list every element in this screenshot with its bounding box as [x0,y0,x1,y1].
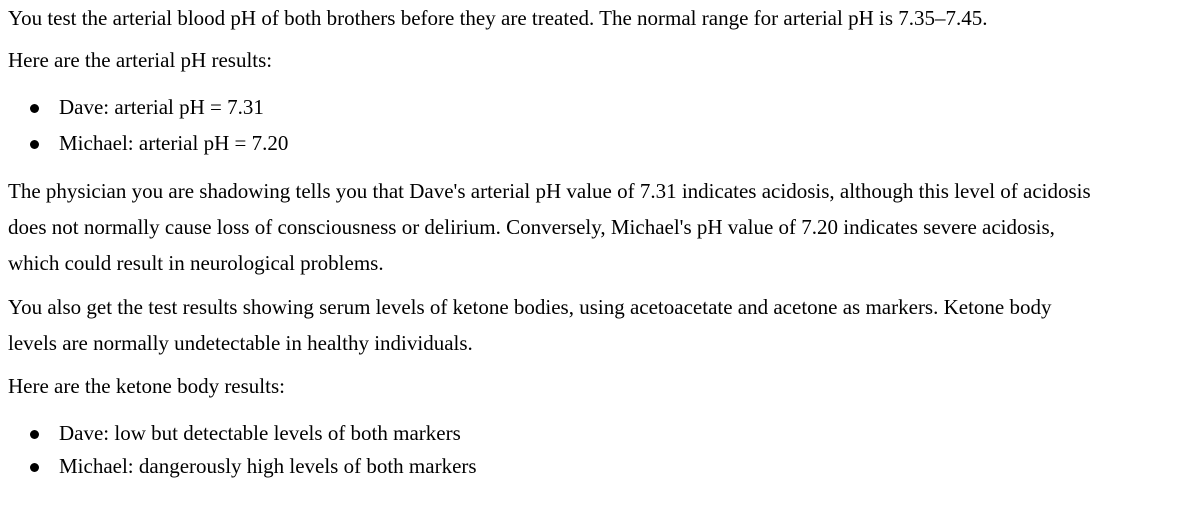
physician-note-line: which could result in neurological problems. [8,251,384,275]
ketone-intro-paragraph [8,289,1200,361]
ketone-result-dave: Dave: low but detectable levels of both markers [59,421,461,445]
bullet-icon [30,463,39,472]
intro-paragraph: You test the arterial blood pH of both brothers before they are treated. The normal range for arterial pH is 7.35–7.45. [8,6,988,30]
ketone-intro-line: levels are normally undetectable in healthy individuals. [8,331,473,355]
physician-note-paragraph [8,173,1200,281]
bullet-icon [30,430,39,439]
ph-results-heading: Here are the arterial pH results: [8,48,273,72]
ph-result-dave: Dave: arterial pH = 7.31 [59,95,264,119]
ph-result-michael: Michael: arterial pH = 7.20 [59,131,289,155]
physician-note-line: does not normally cause loss of consciousness or delirium. Conversely, Michael's pH value of 7.20 indicates severe acidosis, [8,215,1055,239]
ketone-results-heading: Here are the ketone body results: [8,374,285,398]
bullet-icon [30,140,39,149]
ketone-intro-line: You also get the test results showing serum levels of ketone bodies, using acetoacetate and acetone as markers. Ketone body [8,295,1052,319]
bullet-icon [30,104,39,113]
ketone-result-michael: Michael: dangerously high levels of both markers [59,454,477,478]
physician-note-line: The physician you are shadowing tells you that Dave's arterial pH value of 7.31 indicates acidosis, although this level of acidosis [8,179,1091,203]
